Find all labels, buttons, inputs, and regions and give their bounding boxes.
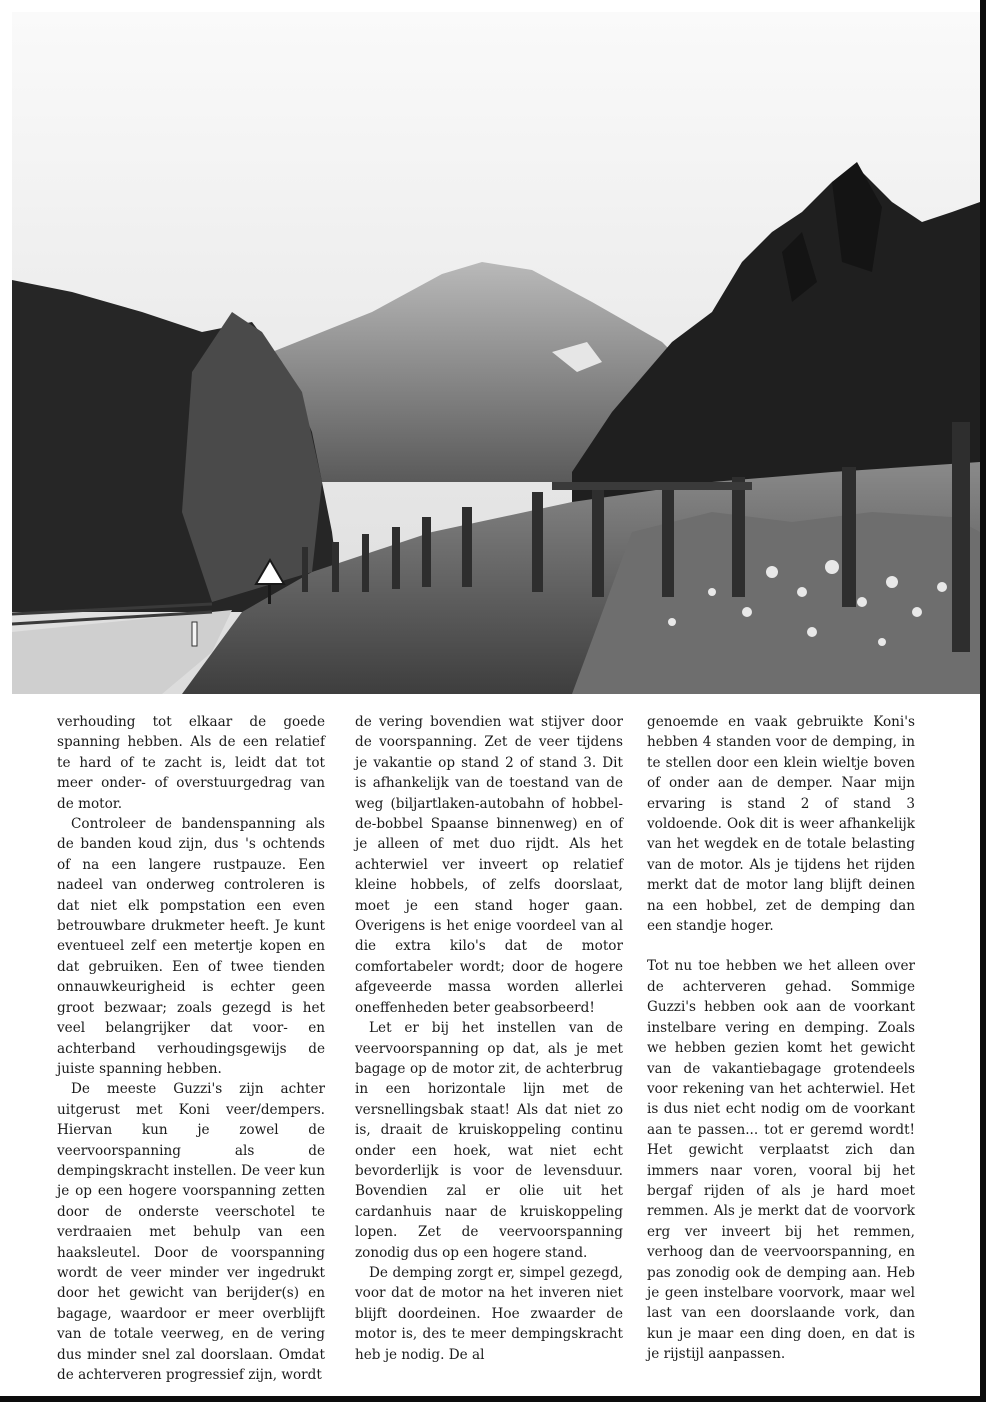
paragraph: genoemde en vaak gebruikte Koni's hebben 4 standen voor de demping, in te stellen door een klein wieltje boven of onder aan de demper. Naar mijn ervaring is stand 2 of stand 3 voldoende. Ook dit is weer afhankelijk van het wegdek en de totale belasting van de motor. Als je tijdens het rijden merkt dat de motor lang blijft deinen na een hobbel, zet de demping dan een standje hoger. <box>647 714 915 935</box>
paragraph: De meeste Guzzi's zijn achter uitgerust met Koni veer/dempers. Hiervan kun je zowel de veervoorspanning als de dempingskracht instellen. De veer kun je op een hogere voorspanning zetten door de onderste veerschotel te verdraaien met behulp van een haaksleutel. Door de voorspanning wordt de veer minder ver ingedrukt door het gewicht van berijder(s) en bagage, waardoor er meer overblijft van de totale veerweg, en de vering dus minder snel zal doorslaan. Omdat de achterveren progressief zijn, wordt <box>57 1081 325 1383</box>
page-edge-bottom <box>0 1396 986 1402</box>
text-column-2 <box>355 712 623 1365</box>
text-column-1 <box>57 712 325 1385</box>
paragraph: de vering bovendien wat stijver door de voorspanning. Zet de veer tijdens je vakantie op stand 2 of stand 3. Dit is afhankelijk van de toestand van de weg (biljartlaken-autobahn of hobbel-de-bobbel Spaanse binnenweg) en of je alleen of met duo rijdt. Als het achterwiel ver inveert op relatief kleine hobbels, of zelfs doorslaat, moet je een stand hoger gaan. Overigens is het enige voordeel van al die extra kilo's dat de motor comfortabeler wordt; door de hogere afgeveerde massa worden allerlei oneffenheden beter geabsorbeerd! <box>355 714 623 1016</box>
page-edge-right <box>980 0 986 1402</box>
paragraph: De demping zorgt er, simpel gezegd, voor dat de motor na het inveren niet blijft doordeinen. Hoe zwaarder de motor is, des te meer dempingskracht heb je nodig. De al <box>355 1264 623 1363</box>
paragraph: Let er bij het instellen van de veervoorspanning op dat, als je met bagage op de motor zit, de achterbrug in een horizontale lijn met de versnellingsbak staat! Als dat niet zo is, draait de kruiskoppeling continu onder een hoek, wat niet echt bevorderlijk is voor de levensduur. Bovendien zal er olie uit het cardanhuis naar de kruiskoppeling lopen. Zet de veervoorspanning zonodig dus op een hogere stand. <box>355 1020 623 1261</box>
paragraph: verhouding tot elkaar de goede spanning hebben. Als de een relatief te hard of te zacht is, leidt dat tot meer onder- of overstuurgedrag van de motor. <box>57 714 325 812</box>
text-column-3 <box>647 712 915 1365</box>
landscape-photo <box>12 12 980 694</box>
paragraph: Tot nu toe hebben we het alleen over de achterveren gehad. Sommige Guzzi's hebben ook aan de voorkant instelbare vering en demping. Zoals we hebben gezien komt het gewicht van de vakantiebagage grotendeels voor rekening van het achterwiel. Het is dus niet echt nodig om de voorkant aan te passen... tot er geremd wordt! Het gewicht verplaatst zich dan immers naar voren, vooral bij het bergaf rijden of als je hard moet remmen. Als je merkt dat de voorvork erg ver inveert bij het remmen, verhoog dan de veervoorspanning, en pas zonodig ook de demping aan. Heb je geen instelbare voorvork, maar wel last van een doorslaande vork, dan kun je maar een ding doen, en dat is je rijstijl aanpassen. <box>647 958 915 1363</box>
paragraph: Controleer de bandenspanning als de banden koud zijn, dus 's ochtends of na een langere rustpauze. Een nadeel van onderweg controleren is dat niet elk pompstation een even betrouwbare drukmeter heeft. Je kunt eventueel zelf een metertje kopen en dat gebruiken. Een of twee tienden onnauwkeurigheid is echter geen groot bezwaar; zoals gezegd is het veel belangrijker dat voor- en achterband verhoudingsgewijs de juiste spanning hebben. <box>57 816 325 1077</box>
